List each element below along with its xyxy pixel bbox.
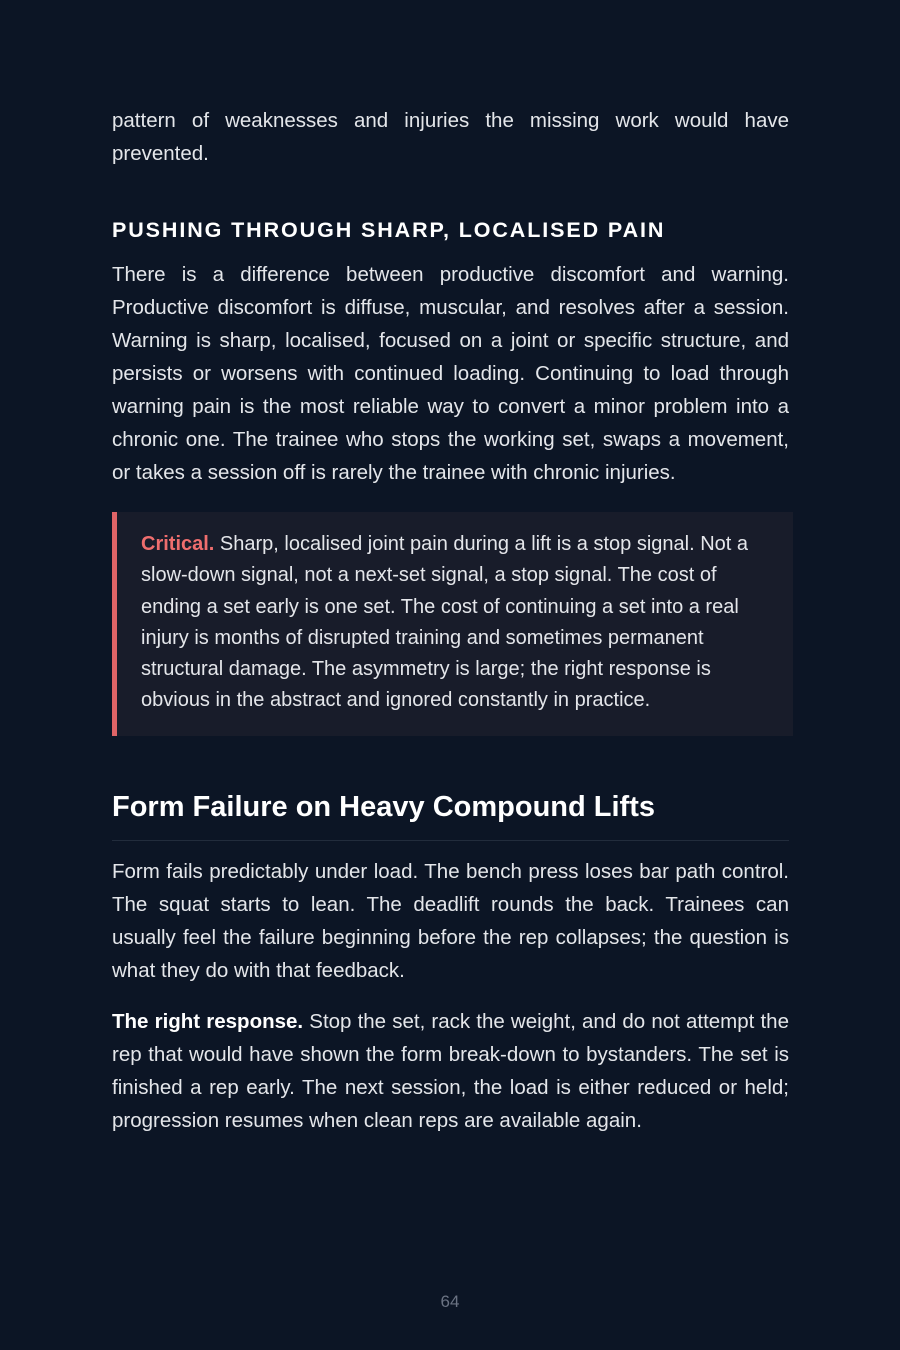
right-response-lead: The right response.	[112, 1009, 304, 1033]
right-response-paragraph	[112, 1005, 789, 1137]
callout-text	[141, 529, 769, 717]
subheading-sharp-pain: PUSHING THROUGH SHARP, LOCALISED PAIN	[112, 218, 666, 242]
right-response-body: Stop the set, rack the weight, and do not attempt the rep that would have shown the form break-down to bystanders. The set is finished a rep early. The next session, the load is either reduced or held; progression resumes when clean reps are available again.	[112, 1009, 789, 1132]
page-number: 64	[440, 1292, 460, 1311]
callout-label: Critical.	[141, 533, 215, 555]
section-title: Form Failure on Heavy Compound Lifts	[112, 788, 789, 841]
continued-paragraph: pattern of weaknesses and injuries the missing work would have prevented.	[112, 109, 789, 165]
sharp-pain-paragraph: There is a difference between productive discomfort and warning. Productive discomfort is diffuse, muscular, and resolves after a session. Warning is sharp, localised, focused on a joint or specific structure, and persists or worsens with continued loading. Continuing to load through warning pain is the most reliable way to convert a minor problem into a chronic one. The trainee who stops the working set, swaps a movement, or takes a session off is rarely the trainee with chronic injuries.	[112, 263, 789, 484]
callout-body: Sharp, localised joint pain during a lift is a stop signal. Not a slow-down signal, not a next-set signal, a stop signal. The cost of ending a set early is one set. The cost of continuing a set into a real injury is months of disrupted training and sometimes permanent structural damage. The asymmetry is large; the right response is obvious in the abstract and ignored constantly in practice.	[141, 533, 748, 712]
page-content	[112, 104, 789, 1137]
form-failure-paragraph: Form fails predictably under load. The bench press loses bar path control. The squat starts to lean. The deadlift rounds the back. Trainees can usually feel the failure beginning before the rep collapses; the question is what they do with that feedback.	[112, 859, 789, 982]
critical-callout	[112, 512, 793, 736]
